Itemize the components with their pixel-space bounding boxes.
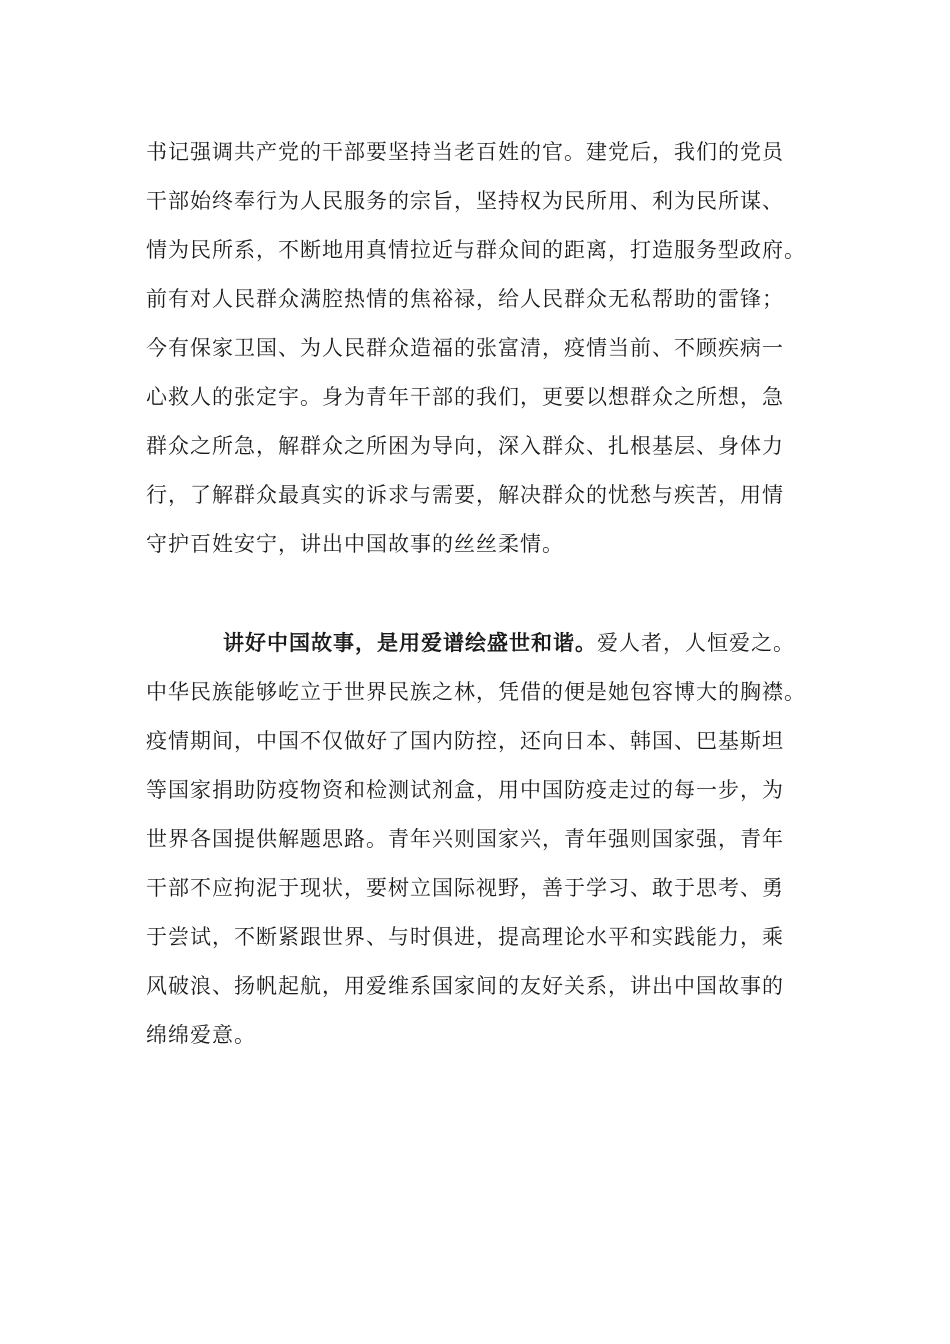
text-line: 干部始终奉行为人民服务的宗旨，坚持权为民所用、利为民所谋、 xyxy=(146,189,784,213)
text-line: 前有对人民群众满腔热情的焦裕禄，给人民群众无私帮助的雷锋； xyxy=(146,287,784,311)
text-line: 中华民族能够屹立于世界民族之林，凭借的便是她包容博大的胸襟。 xyxy=(146,680,806,704)
text-line: 情为民所系，不断地用真情拉近与群众间的距离，打造服务型政府。 xyxy=(146,238,806,262)
text-line: 等国家捐助防疫物资和检测试剂盒，用中国防疫走过的每一步，为 xyxy=(146,778,784,802)
paragraph-heading: 讲好中国故事，是用爱谱绘盛世和谐。 xyxy=(223,631,597,655)
text-line: 干部不应拘泥于现状，要树立国际视野，善于学习、敢于思考、勇 xyxy=(146,876,784,900)
paragraph-2 xyxy=(146,625,806,1066)
paragraph-1 xyxy=(146,134,806,575)
text-line: 书记强调共产党的干部要坚持当老百姓的官。建党后，我们的党员 xyxy=(146,140,784,164)
paragraph-lead-text: 爱人者，人恒爱之。 xyxy=(597,631,795,655)
text-line: 于尝试，不断紧跟世界、与时俱进，提高理论水平和实践能力，乘 xyxy=(146,925,784,949)
text-line: 心救人的张定宇。身为青年干部的我们，更要以想群众之所想，急 xyxy=(146,385,784,409)
text-line: 风破浪、扬帆起航，用爱维系国家间的友好关系，讲出中国故事的 xyxy=(146,974,784,998)
text-line: 疫情期间，中国不仅做好了国内防控，还向日本、韩国、巴基斯坦 xyxy=(146,729,784,753)
text-line: 绵绵爱意。 xyxy=(146,1023,256,1047)
text-line: 守护百姓安宁，讲出中国故事的丝丝柔情。 xyxy=(146,532,564,556)
paragraph-first-line xyxy=(146,625,806,674)
text-line: 今有保家卫国、为人民群众造福的张富清，疫情当前、不顾疾病一 xyxy=(146,336,784,360)
text-line: 行，了解群众最真实的诉求与需要，解决群众的忧愁与疾苦，用情 xyxy=(146,483,784,507)
text-line: 世界各国提供解题思路。青年兴则国家兴，青年强则国家强，青年 xyxy=(146,827,784,851)
text-line: 群众之所急，解群众之所困为导向，深入群众、扎根基层、身体力 xyxy=(146,434,784,458)
